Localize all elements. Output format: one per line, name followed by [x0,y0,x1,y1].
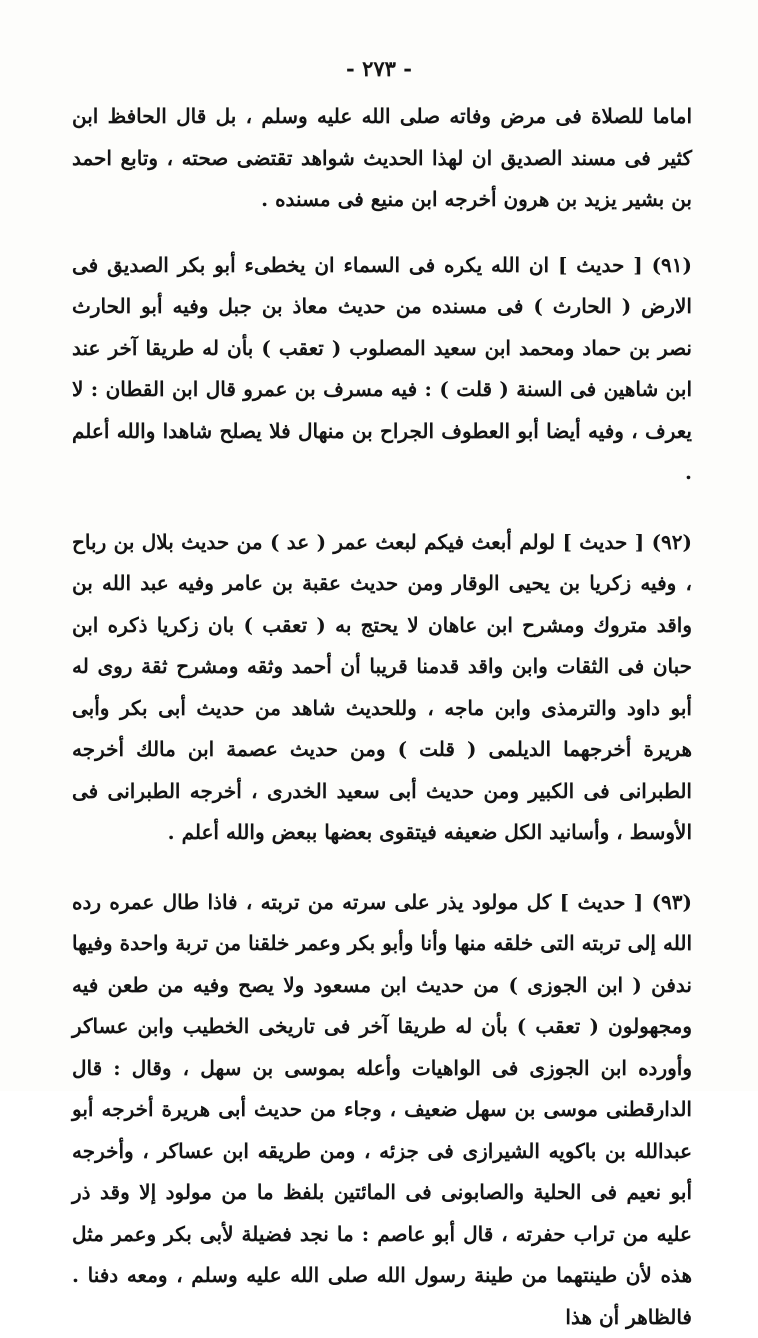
paragraph-gap [72,221,692,245]
page-number: - ٢٧٣ - [0,56,758,81]
paragraph-continuation: اماما للصلاة فى مرض وفاته صلى الله عليه وسلم ، بل قال الحافظ ابن كثير فى مسند الصديق ان لهذا الحديث شواهد تقتضى صحته ، وتابع احمد بن بشير يزيد بن هرون أخرجه ابن منيع فى مسنده . [72,96,692,221]
paragraph-hadith-91: (٩١) [ حديث ] ان الله يكره فى السماء ان يخطىء أبو بكر الصديق فى الارض ( الحارث ) فى مسنده من حديث معاذ بن جبل وفيه أبو الحارث نصر بن حماد ومحمد ابن سعيد المصلوب ( تعقب ) بأن له طريقا آخر عند ابن شاهين فى السنة ( قلت ) : فيه مسرف بن عمرو قال ابن القطان : لا يعرف ، وفيه أيضا أبو العطوف الجراح بن منهال فلا يصلح شاهدا والله أعلم . [72,245,692,494]
paragraph-gap [72,854,692,882]
page-body [72,96,692,1338]
paragraph-hadith-93: (٩٣) [ حديث ] كل مولود يذر على سرته من تربته ، فاذا طال عمره رده الله إلى تربته التى خلقه منها وأنا وأبو بكر وعمر خلقنا من تربة واحدة وفيها ندفن ( ابن الجوزى ) من حديث ابن مسعود ولا يصح وفيه من طعن فيه ومجهولون ( تعقب ) بأن له طريقا آخر فى تاريخى الخطيب وابن عساكر وأورده ابن الجوزى فى الواهيات وأعله بموسى بن سهل ، وقال : قال الدارقطنى موسى بن سهل ضعيف ، وجاء من حديث أبى هريرة أخرجه أبو عبدالله بن باكويه الشيرازى فى جزئه ، ومن طريقه ابن عساكر ، وأخرجه أبو نعيم فى الحلية والصابونى فى المائتين بلفظ ما من مولود إلا وقد ذر عليه من تراب حفرته ، قال أبو عاصم : ما نجد فضيلة لأبى بكر وعمر مثل هذه لأن طينتهما من طينة رسول الله صلى الله عليه وسلم ، ومعه دفنا . فالظاهر أن هذا [72,882,692,1338]
paragraph-gap [72,494,692,522]
paragraph-hadith-92: (٩٢) [ حديث ] لولم أبعث فيكم لبعث عمر ( عد ) من حديث بلال بن رباح ، وفيه زكريا بن يحيى الوقار ومن حديث عقبة بن عامر وفيه عبد الله بن واقد متروك ومشرح ابن عاهان لا يحتج به ( تعقب ) بان زكريا ذكره ابن حبان فى الثقات وابن واقد قدمنا قريبا أن أحمد وثقه ومشرح ثقة روى له أبو داود والترمذى وابن ماجه ، وللحديث شاهد من حديث أبى بكر وأبى هريرة أخرجهما الديلمى ( قلت ) ومن حديث عصمة ابن مالك أخرجه الطبرانى فى الكبير ومن حديث أبى سعيد الخدرى ، أخرجه الطبرانى فى الأوسط ، وأسانيد الكل ضعيفه فيتقوى بعضها ببعض والله أعلم . [72,522,692,854]
